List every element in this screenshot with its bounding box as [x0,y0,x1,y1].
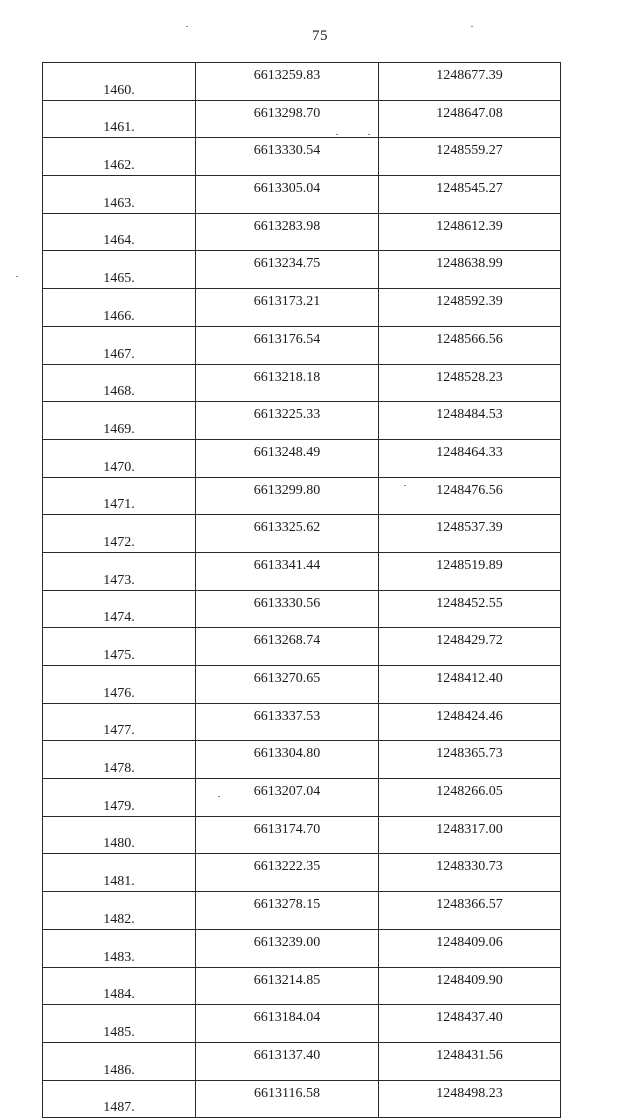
point-number-cell: 1474. [43,590,196,628]
point-number-cell: 1469. [43,402,196,440]
x-coordinate-cell: 6613234.75 [196,251,379,289]
point-number-cell: 1461. [43,100,196,138]
scan-speck [16,276,18,277]
scan-speck [471,26,473,27]
scan-speck [368,134,370,135]
point-number-cell: 1480. [43,816,196,854]
table-row [43,176,561,214]
point-number-cell: 1481. [43,854,196,892]
y-coordinate-cell: 1248266.05 [379,779,561,817]
scan-speck [218,796,220,797]
table-row [43,929,561,967]
table-row [43,552,561,590]
point-number-cell: 1464. [43,213,196,251]
x-coordinate-cell: 6613305.04 [196,176,379,214]
x-coordinate-cell: 6613283.98 [196,213,379,251]
y-coordinate-cell: 1248638.99 [379,251,561,289]
y-coordinate-cell: 1248528.23 [379,364,561,402]
table-row [43,100,561,138]
scan-speck [404,485,406,486]
coordinates-table [42,62,561,1118]
x-coordinate-cell: 6613207.04 [196,779,379,817]
y-coordinate-cell: 1248545.27 [379,176,561,214]
scan-speck [336,134,338,135]
x-coordinate-cell: 6613184.04 [196,1005,379,1043]
point-number-cell: 1478. [43,741,196,779]
table-row [43,213,561,251]
table-row [43,854,561,892]
table-row [43,289,561,327]
table-row [43,63,561,101]
point-number-cell: 1462. [43,138,196,176]
y-coordinate-cell: 1248365.73 [379,741,561,779]
table-row [43,741,561,779]
point-number-cell: 1487. [43,1080,196,1118]
y-coordinate-cell: 1248317.00 [379,816,561,854]
y-coordinate-cell: 1248612.39 [379,213,561,251]
x-coordinate-cell: 6613248.49 [196,439,379,477]
point-number-cell: 1465. [43,251,196,289]
table-row [43,666,561,704]
x-coordinate-cell: 6613270.65 [196,666,379,704]
x-coordinate-cell: 6613259.83 [196,63,379,101]
point-number-cell: 1482. [43,892,196,930]
x-coordinate-cell: 6613330.56 [196,590,379,628]
point-number-cell: 1473. [43,552,196,590]
scan-speck [186,26,188,27]
y-coordinate-cell: 1248484.53 [379,402,561,440]
point-number-cell: 1463. [43,176,196,214]
y-coordinate-cell: 1248452.55 [379,590,561,628]
y-coordinate-cell: 1248424.46 [379,703,561,741]
table-row [43,1005,561,1043]
y-coordinate-cell: 1248409.06 [379,929,561,967]
coordinates-table-body [43,63,561,1118]
y-coordinate-cell: 1248592.39 [379,289,561,327]
x-coordinate-cell: 6613137.40 [196,1042,379,1080]
table-row [43,779,561,817]
point-number-cell: 1468. [43,364,196,402]
table-row [43,477,561,515]
table-row [43,364,561,402]
table-row [43,515,561,553]
x-coordinate-cell: 6613298.70 [196,100,379,138]
y-coordinate-cell: 1248429.72 [379,628,561,666]
table-row [43,703,561,741]
y-coordinate-cell: 1248409.90 [379,967,561,1005]
point-number-cell: 1486. [43,1042,196,1080]
y-coordinate-cell: 1248366.57 [379,892,561,930]
table-row [43,892,561,930]
point-number-cell: 1485. [43,1005,196,1043]
y-coordinate-cell: 1248566.56 [379,326,561,364]
table-row [43,138,561,176]
x-coordinate-cell: 6613173.21 [196,289,379,327]
point-number-cell: 1467. [43,326,196,364]
point-number-cell: 1470. [43,439,196,477]
table-row [43,439,561,477]
point-number-cell: 1475. [43,628,196,666]
x-coordinate-cell: 6613341.44 [196,552,379,590]
x-coordinate-cell: 6613225.33 [196,402,379,440]
y-coordinate-cell: 1248330.73 [379,854,561,892]
table-row [43,590,561,628]
x-coordinate-cell: 6613214.85 [196,967,379,1005]
point-number-cell: 1477. [43,703,196,741]
x-coordinate-cell: 6613218.18 [196,364,379,402]
x-coordinate-cell: 6613222.35 [196,854,379,892]
x-coordinate-cell: 6613337.53 [196,703,379,741]
x-coordinate-cell: 6613330.54 [196,138,379,176]
x-coordinate-cell: 6613325.62 [196,515,379,553]
table-row [43,326,561,364]
point-number-cell: 1466. [43,289,196,327]
x-coordinate-cell: 6613304.80 [196,741,379,779]
x-coordinate-cell: 6613278.15 [196,892,379,930]
table-row [43,967,561,1005]
x-coordinate-cell: 6613176.54 [196,326,379,364]
y-coordinate-cell: 1248431.56 [379,1042,561,1080]
x-coordinate-cell: 6613174.70 [196,816,379,854]
x-coordinate-cell: 6613116.58 [196,1080,379,1118]
point-number-cell: 1483. [43,929,196,967]
table-row [43,628,561,666]
y-coordinate-cell: 1248559.27 [379,138,561,176]
table-row [43,402,561,440]
page-number: 75 [312,28,328,44]
y-coordinate-cell: 1248519.89 [379,552,561,590]
y-coordinate-cell: 1248437.40 [379,1005,561,1043]
point-number-cell: 1460. [43,63,196,101]
table-row [43,251,561,289]
point-number-cell: 1484. [43,967,196,1005]
y-coordinate-cell: 1248647.08 [379,100,561,138]
y-coordinate-cell: 1248412.40 [379,666,561,704]
x-coordinate-cell: 6613299.80 [196,477,379,515]
x-coordinate-cell: 6613239.00 [196,929,379,967]
table-row [43,1080,561,1118]
y-coordinate-cell: 1248464.33 [379,439,561,477]
point-number-cell: 1471. [43,477,196,515]
point-number-cell: 1472. [43,515,196,553]
point-number-cell: 1479. [43,779,196,817]
table-row [43,1042,561,1080]
x-coordinate-cell: 6613268.74 [196,628,379,666]
y-coordinate-cell: 1248476.56 [379,477,561,515]
y-coordinate-cell: 1248677.39 [379,63,561,101]
y-coordinate-cell: 1248498.23 [379,1080,561,1118]
point-number-cell: 1476. [43,666,196,704]
y-coordinate-cell: 1248537.39 [379,515,561,553]
table-row [43,816,561,854]
